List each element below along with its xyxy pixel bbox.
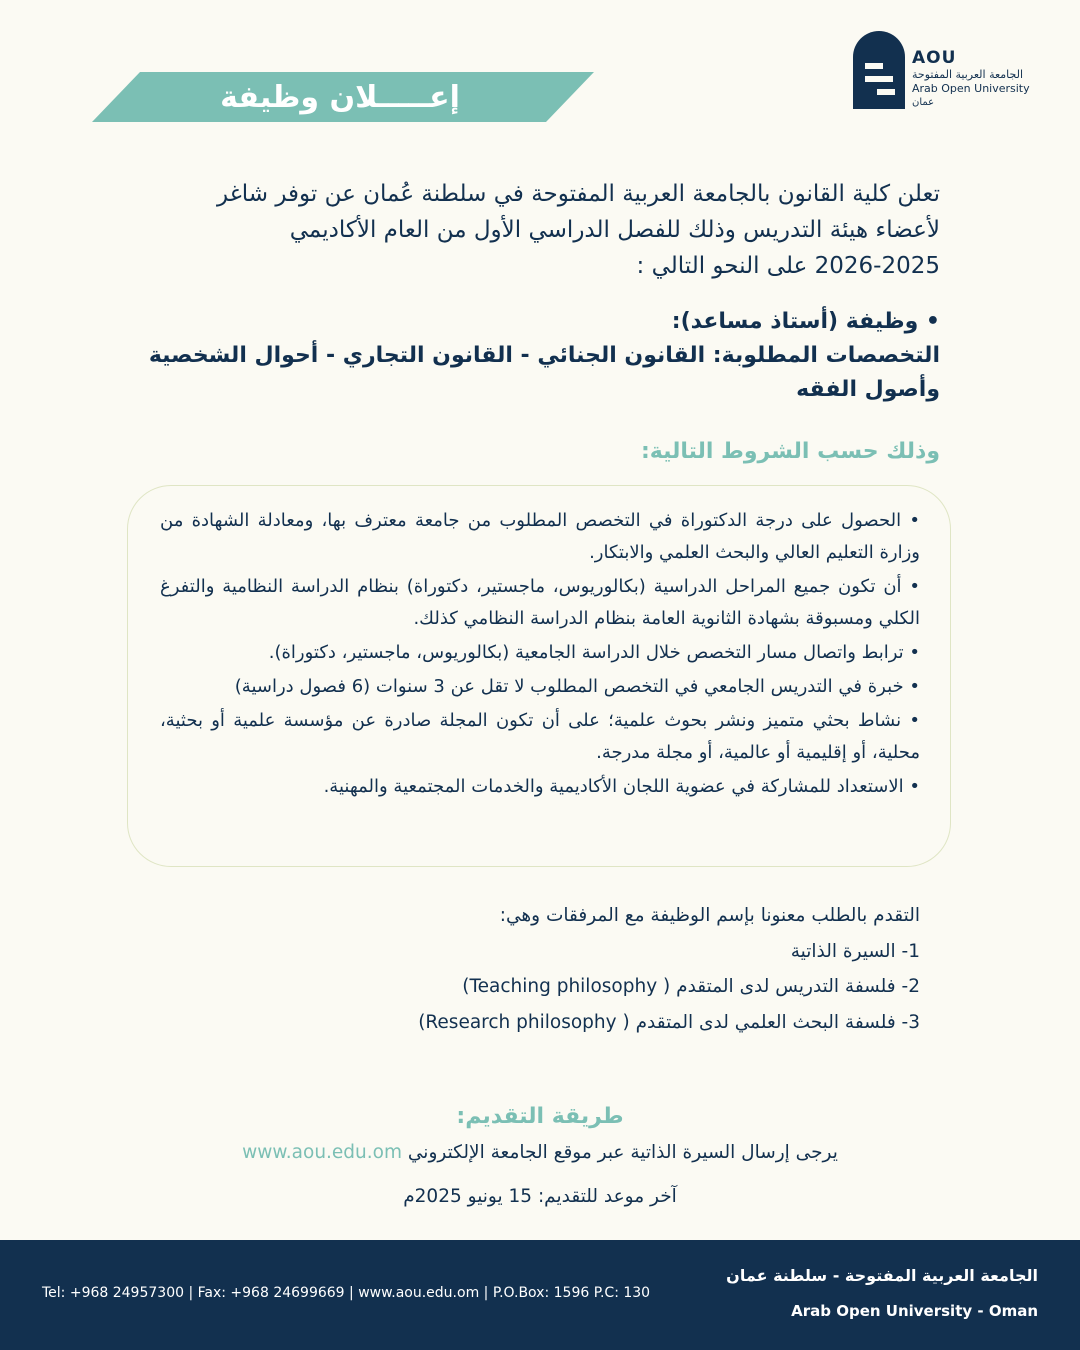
banner-title: إعـــــلان وظيفة	[220, 80, 460, 115]
condition-item: • الحصول على درجة الدكتوراة في التخصص المطلوب من جامعة معترف بها، ومعادلة الشهادة من وزارة التعليم العالي والبحث العلمي والابتكار.	[160, 505, 920, 569]
job-specializations: التخصصات المطلوبة: القانون الجنائي - القانون التجاري - أحوال الشخصية وأصول الفقه	[148, 343, 940, 402]
condition-item: • أن تكون جميع المراحل الدراسية (بكالوريوس، ماجستير، دكتوراة) بنظام الدراسة النظامية والتفرغ الكلي ومسبوقة بشهادة الثانوية العامة بنظام الدراسة النظامي كذلك.	[160, 571, 920, 635]
condition-item: • الاستعداد للمشاركة في عضوية اللجان الأكاديمية والخدمات المجتمعية والمهنية.	[160, 771, 920, 803]
apply-instructions	[140, 1138, 940, 1168]
logo-abbreviation: AOU	[912, 48, 957, 68]
intro-line: تعلن كلية القانون بالجامعة العربية المفتوحة في سلطنة عُمان عن توفر شاغر	[217, 181, 940, 207]
job-section	[80, 305, 940, 407]
website-link[interactable]: www.aou.edu.om	[242, 1142, 402, 1163]
conditions-heading: وذلك حسب الشروط التالية:	[640, 439, 940, 464]
condition-item: • خبرة في التدريس الجامعي في التخصص المطلوب لا تقل عن 3 سنوات (6 فصول دراسية)	[160, 671, 920, 703]
attachment-item: 1- السيرة الذاتية	[790, 940, 920, 962]
logo-branch: عمان	[912, 97, 935, 108]
announcement-intro	[120, 176, 940, 284]
job-title: • وظيفة (أستاذ مساعد):	[671, 309, 940, 334]
logo-english-name: Arab Open University	[912, 82, 1030, 95]
condition-item: • نشاط بحثي متميز ونشر بحوث علمية؛ على أن تكون المجلة صادرة عن مؤسسة علمية أو بحثية، محلية، أو إقليمية أو عالمية، أو مجلة مدرجة.	[160, 705, 920, 769]
attachment-item: 2- فلسفة التدريس لدى المتقدم ( Teaching philosophy)	[462, 976, 920, 997]
university-logo-text	[912, 48, 1044, 109]
application-deadline: آخر موعد للتقديم: 15 يونيو 2025م	[403, 1186, 677, 1207]
attachments-section	[220, 898, 920, 1040]
footer-arabic-name: الجامعة العربية المفتوحة - سلطنة عمان	[726, 1266, 1038, 1285]
attachment-item: 3- فلسفة البحث العلمي لدى المتقدم ( Research philosophy)	[418, 1011, 920, 1033]
logo-arabic-name: الجامعة العربية المفتوحة	[912, 68, 1024, 81]
apply-heading: طريقة التقديم:	[456, 1104, 624, 1129]
footer-english-name: Arab Open University - Oman	[791, 1302, 1038, 1320]
footer-contact-info: Tel: +968 24957300 | Fax: +968 24699669 | www.aou.edu.om | P.O.Box: 1596 P.C: 130	[42, 1285, 651, 1301]
footer	[0, 1240, 1080, 1350]
conditions-list	[160, 505, 920, 805]
aou-logo-icon	[853, 31, 905, 109]
intro-line: 2026-2025 على النحو التالي :	[636, 253, 940, 279]
condition-item: • ترابط واتصال مسار التخصص خلال الدراسة الجامعية (بكالوريوس، ماجستير، دكتوراة).	[160, 637, 920, 669]
apply-text: يرجى إرسال السيرة الذاتية عبر موقع الجامعة الإلكتروني	[407, 1142, 838, 1163]
intro-line: لأعضاء هيئة التدريس وذلك للفصل الدراسي الأول من العام الأكاديمي	[289, 217, 940, 243]
attachments-intro: التقدم بالطلب معنونا بإسم الوظيفة مع المرفقات وهي:	[499, 905, 920, 926]
